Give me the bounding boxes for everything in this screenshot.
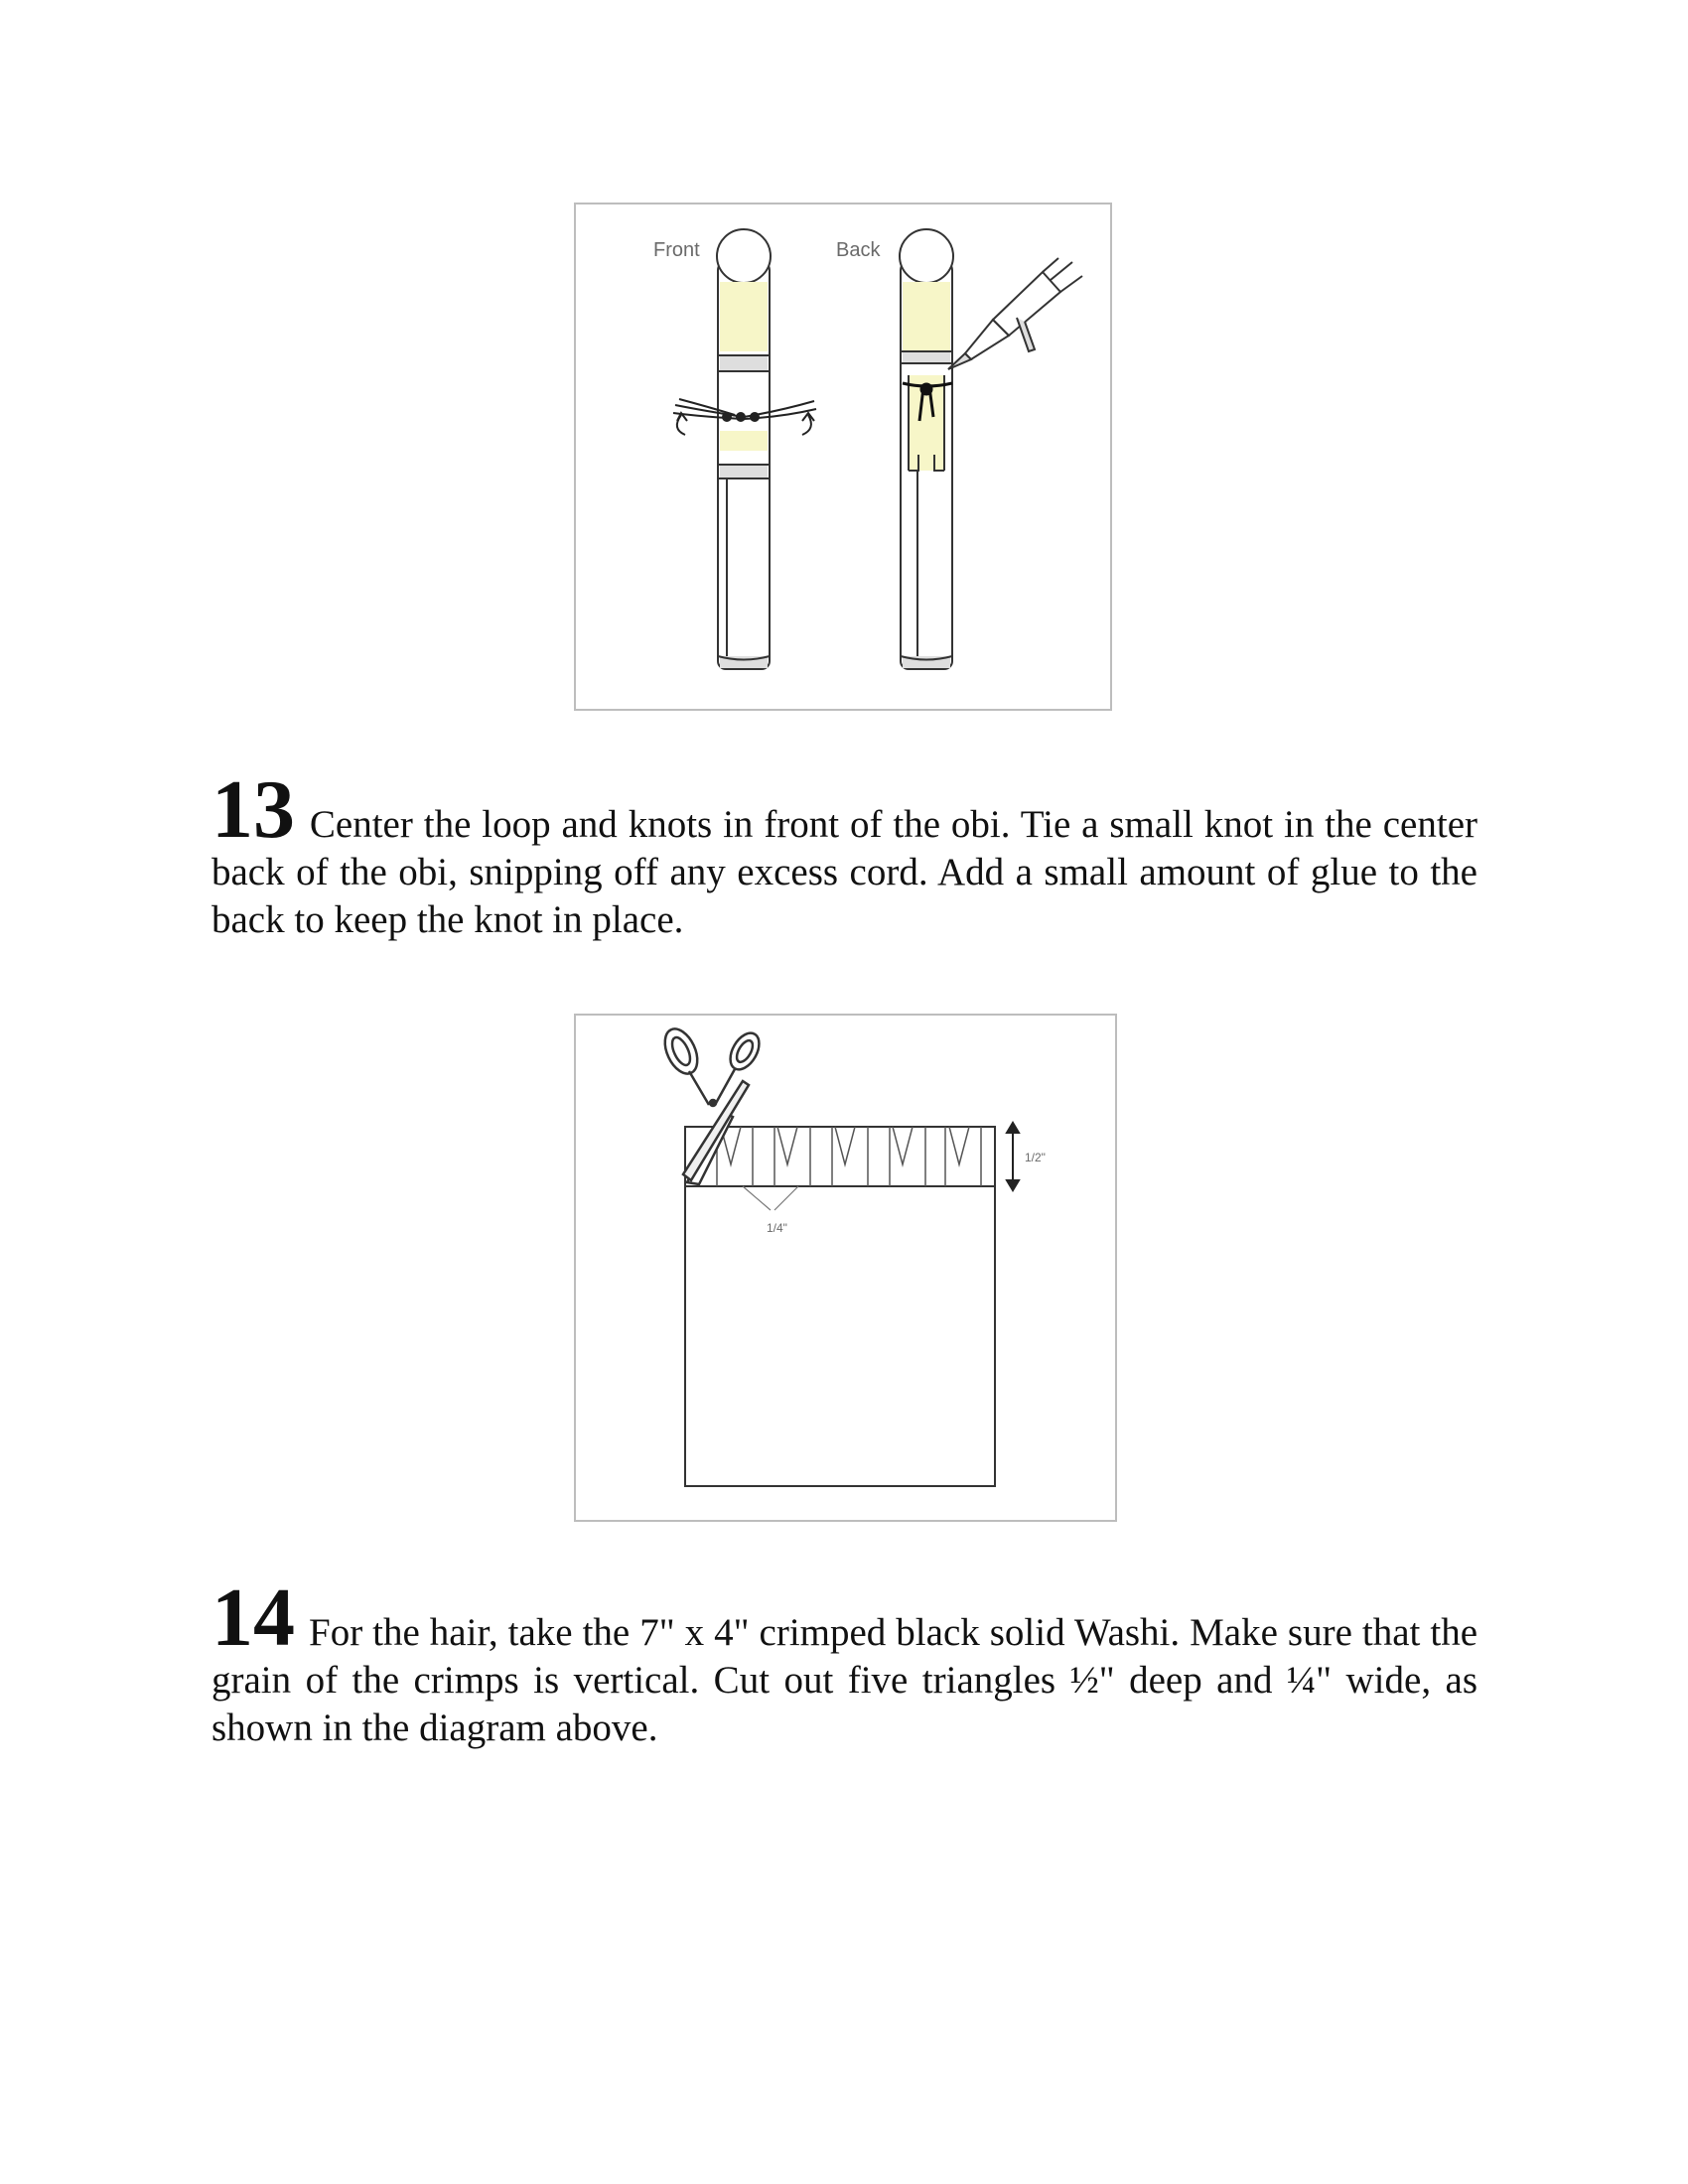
step-number: 14 [211,1571,295,1664]
front-label: Front [653,239,700,261]
paper-rectangle [685,1127,995,1486]
tubes-illustration [576,205,1110,709]
step-13 [211,763,1477,944]
width-label: 1/4" [767,1221,787,1235]
cut-diagram-illustration [576,1016,1115,1520]
back-label: Back [836,239,881,261]
tube-front [717,229,771,669]
depth-label: 1/2" [1025,1151,1046,1164]
figure-hair-cut-diagram [574,1014,1117,1522]
step-number: 13 [211,763,295,856]
figure-front-back-tubes [574,203,1112,711]
dimension-arrow-icon [1007,1123,1019,1190]
step-text: For the hair, take the 7" x 4" crimped black solid Washi. Make sure that the grain of the crimps is vertical. Cut out five triangles ½" deep and ¼" wide, as shown in the diagram above. [211,1611,1478,1749]
glue-bottle-icon [948,258,1082,369]
tube-back [900,229,953,669]
step-text: Center the loop and knots in front of the obi. Tie a small knot in the center back of the obi, snipping off any excess cord. Add a small amount of glue to the back to keep the knot in place. [211,803,1477,941]
step-14 [211,1571,1478,1752]
